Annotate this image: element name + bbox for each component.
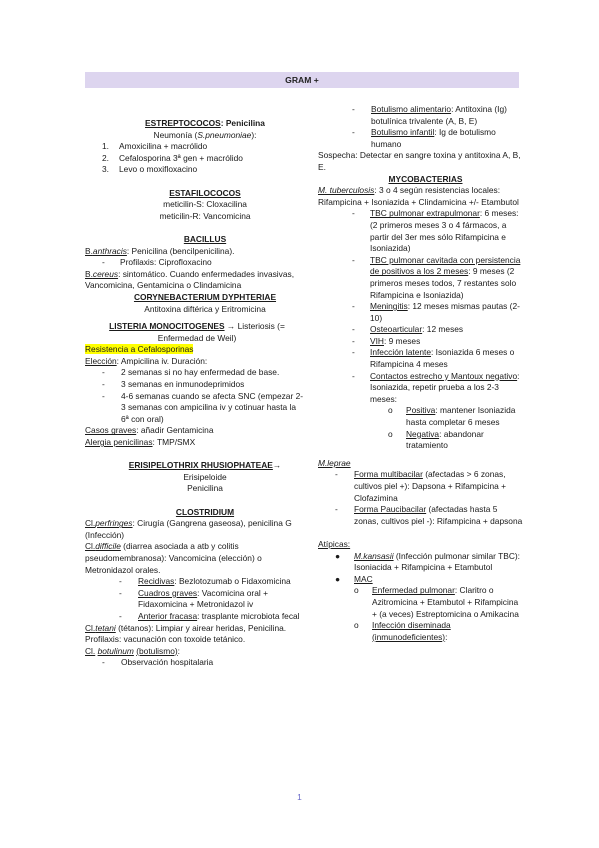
botulinum-line: Cl. botulinum (botulismo): [85,645,180,656]
perfringes-line: Cl.perfringes: Cirugía (Gangrena gaseosa), penicilina G (Infección) [85,518,292,540]
atipicas-title: Atípicas: [318,538,351,549]
list-item: - Botulismo infantil: Ig de botulismo humano [352,127,496,149]
staph-title: ESTAFILOCOCOS [169,187,241,198]
difficile-list [85,576,305,622]
myco-title: MYCOBACTERIAS [388,173,463,184]
tb-list [318,208,523,405]
anthracis-line: B.anthracis: Penicilina (bencilpenicilina). [85,245,235,256]
sospecha: Sospecha: Detectar en sangre toxina y antitoxina A, B, E. [318,150,521,172]
section-banner [85,72,519,88]
list-item: - Contactos estrecho y Mantoux negativo: Isoniazida, repetir prueba a los 2-3 meses: [352,370,520,404]
alergia: Alergia penicilinas: TMP/SMX [85,437,196,448]
list-item: - Osteoarticular: 12 meses [352,324,464,335]
staph-line: meticilin-R: Vancomicina [159,210,251,221]
leprae-list [318,469,523,527]
list-item: - Infección latente: Isoniazida 6 meses o Rifampicina 4 meses [352,347,515,370]
list-item: - TBC pulmonar cavitada con persistencia de positivos a los 2 meses: 9 meses (2 primeros meses todos, 7 restantes solo Rifampicina e Isoniazida) [352,254,521,300]
list-item: o Enfermedad pulmonar: Claritro o Azitromicina + Etambutol + Rifampicina + (a veces) Estreptomicina o Amikacina [354,585,519,619]
bacillus-title: BACILLUS [183,233,227,244]
botulism-list [318,104,523,150]
coryne-title: CORYNEBACTERIUM DYPHTERIAE [133,291,277,302]
list-item: - Meningitis: 12 meses mismas pautas (2-10) [352,301,520,323]
list-item: - 3 semanas en inmunodeprimidos [102,379,245,390]
mantoux-list [318,405,523,451]
right-column [318,104,523,643]
coryne-text: Antitoxina diftérica y Eritromicina [144,303,266,314]
list-item: 2. Cefalosporina 3ª gen + macrólido [102,152,243,163]
casos-graves: Casos graves: añadir Gentamicina [85,425,214,436]
staph-line: meticilin-S: Cloxacilina [163,199,247,210]
list-item: - 4-6 semanas cuando se afecta SNC (empezar 2-3 semanas con ampicilina iv y cotinuar hasta la 6ª con oral) [102,390,304,424]
strep-title: ESTREPTOCOCOS [145,118,221,128]
list-item: - Observación hospitalaria [102,657,214,668]
tuberculosis-line: M. tuberculosis: 3 o 4 según resistencias locales: Rifampicina + Isoniazida + Clindamicina +/- Etambutol [318,185,519,207]
erysi-heading: ERISIPELOTHRIX RHUSIOPHATEAE→ [128,460,282,471]
listeria-resistance: Resistencia a Cefalosporinas [85,344,194,355]
erysi-line: Penicilina [187,483,223,494]
tetani-line: Cl.tetani (tétanos): Limpiar y airear heridas, Penicilina. Profilaxis: vacunación con toxoide tetánico. [85,622,287,645]
banner-title: GRAM + [285,75,319,85]
left-column [85,118,305,669]
strep-list [85,141,305,176]
list-item: o Negativa: abandonar tratamiento [388,428,484,451]
listeria-eleccion: Elección: Ampicilina iv. Duración: [85,355,208,366]
list-item: - Forma multibacilar (afectadas > 6 zonas, cultivos piel +): Dapsona + Rifampicina + Clofazimina [335,469,506,503]
list-item: - Forma Paucibacilar (afectadas hasta 5 zonas, cultivos piel -): Rifampicina + dapsona [335,504,523,526]
list-item: ● M.kansasii (Infección pulmonar similar TBC): Isoniacida + Rifampicina + Etambutol [335,550,521,573]
page-number: 1 [297,792,302,802]
list-item: - Anterior fracasa: trasplante microbiota fecal [119,610,300,621]
cereus-line: B.cereus: sintomático. Cuando enfermedades invasivas, Vancomicina, Gentamicina o Clindamicina [85,268,295,291]
listeria-heading: LISTERIA MONOCITOGENES → Listeriosis (= Enfermedad de Weil) [109,321,285,343]
list-item: o Infección diseminada (inmunodeficientes): [354,620,451,642]
list-item: - Recidivas: Bezlotozumab o Fidaxomicina [119,576,291,587]
list-item: 3. Levo o moxifloxacino [102,164,198,175]
list-item: - VIH: 9 meses [352,335,421,346]
leprae-title: M.leprae [318,457,351,468]
list-item: - Cuadros graves: Vacomicina oral + Fidaxomicina + Metronidazol iv [119,587,268,610]
list-item: - 2 semanas si no hay enfermedad de base. [102,367,280,378]
list-item: - Botulismo alimentario: Antitoxina (Ig) botulínica trivalente (A, B, E) [352,104,507,126]
clostridium-title: CLOSTRIDIUM [175,506,235,517]
difficile-line: Cl.difficile (diarrea asociada a atb y colitis pseudomembranosa): Vancomicina (elección) o Metronidazol orales. [85,541,262,575]
erysi-line: Erisipeloide [183,471,227,482]
mac-list [318,585,523,643]
list-item: - Profilaxis: Ciprofloxacino [102,257,212,268]
list-item: o Positiva: mantener Isoniazida hasta completar 6 meses [388,405,516,428]
strep-heading: ESTREPTOCOCOS: Penicilina [145,118,265,128]
list-item: ● MAC [335,573,373,584]
strep-neumonia: Neumonía (S.pneumoniae): [153,129,257,140]
list-item: 1. Amoxicilina + macrólido [102,141,208,152]
atipicas-list [318,551,523,586]
list-item: - TBC pulmonar extrapulmonar: 6 meses: (2 primeros meses 3 o 4 fármacos, a partir del 3er mes sólo Rifampicina e Isoniazida) [352,208,519,254]
listeria-list [85,367,305,425]
